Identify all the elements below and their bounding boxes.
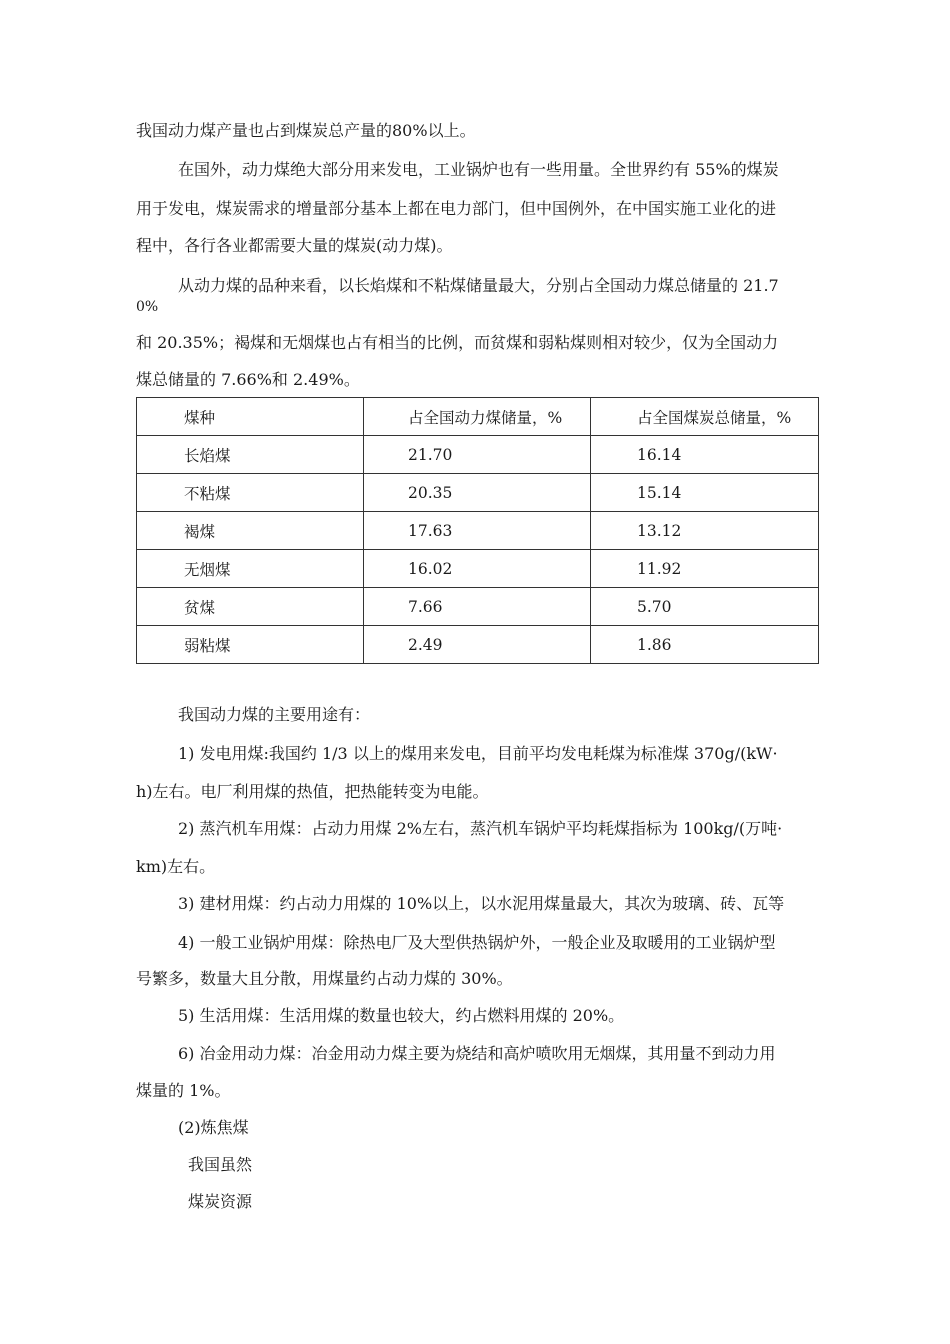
paragraph-line: 4) 一般工业锅炉用煤：除热电厂及大型供热锅炉外，一般企业及取暖用的工业锅炉型 — [178, 933, 776, 952]
paragraph-line: 煤量的 1%。 — [136, 1081, 231, 1100]
paragraph-line: 0% — [136, 299, 159, 315]
table-row — [137, 512, 819, 550]
coal-reserves-table — [136, 397, 819, 664]
paragraph-line: 我国虽然 — [188, 1155, 253, 1174]
table-row — [137, 436, 819, 474]
paragraph-line: h)左右。电厂利用煤的热值，把热能转变为电能。 — [136, 782, 489, 801]
table-cell: 17.63 — [364, 512, 591, 550]
table-cell: 弱粘煤 — [137, 626, 364, 664]
paragraph-line: 和 20.35%；褐煤和无烟煤也占有相当的比例，而贫煤和弱粘煤则相对较少，仅为全国动力 — [136, 333, 779, 352]
table-row — [137, 588, 819, 626]
table-row — [137, 550, 819, 588]
paragraph-line: 5) 生活用煤：生活用煤的数量也较大，约占燃料用煤的 20%。 — [178, 1006, 625, 1025]
table-cell: 长焰煤 — [137, 436, 364, 474]
paragraph-line: 号繁多，数量大且分散，用煤量约占动力煤的 30%。 — [136, 969, 513, 988]
table-cell: 16.02 — [364, 550, 591, 588]
paragraph-line: 我国动力煤产量也占到煤炭总产量的80%以上。 — [136, 121, 476, 140]
paragraph-line: 3) 建材用煤：约占动力用煤的 10%以上，以水泥用煤量最大，其次为玻璃、砖、瓦等 — [178, 894, 785, 913]
table-header-cell: 占全国动力煤储量，% — [364, 398, 591, 436]
table-cell: 贫煤 — [137, 588, 364, 626]
table-cell: 20.35 — [364, 474, 591, 512]
table-cell: 11.92 — [591, 550, 819, 588]
paragraph-line: 从动力煤的品种来看，以长焰煤和不粘煤储量最大，分别占全国动力煤总储量的 21.7 — [178, 276, 779, 295]
section-intro: 我国动力煤的主要用途有： — [178, 705, 371, 724]
table-cell: 16.14 — [591, 436, 819, 474]
paragraph-line: km)左右。 — [136, 857, 216, 876]
paragraph-line: 1) 发电用煤:我国约 1/3 以上的煤用来发电，目前平均发电耗煤为标准煤 370g/(kW· — [178, 744, 778, 763]
table-cell: 13.12 — [591, 512, 819, 550]
table-cell: 不粘煤 — [137, 474, 364, 512]
table-cell: 15.14 — [591, 474, 819, 512]
paragraph-line: 用于发电，煤炭需求的增量部分基本上都在电力部门，但中国例外，在中国实施工业化的进 — [136, 199, 777, 218]
paragraph-line: 程中，各行各业都需要大量的煤炭(动力煤)。 — [136, 236, 453, 255]
table-cell: 5.70 — [591, 588, 819, 626]
table-header-cell: 占全国煤炭总储量，% — [591, 398, 819, 436]
table-cell: 21.70 — [364, 436, 591, 474]
table-cell: 7.66 — [364, 588, 591, 626]
paragraph-line: 在国外，动力煤绝大部分用来发电，工业锅炉也有一些用量。全世界约有 55%的煤炭 — [178, 160, 779, 179]
table-header-cell: 煤种 — [137, 398, 364, 436]
paragraph-line: 2) 蒸汽机车用煤：占动力用煤 2%左右，蒸汽机车锅炉平均耗煤指标为 100kg/(万吨· — [178, 819, 783, 838]
table-cell: 1.86 — [591, 626, 819, 664]
table-header-row — [137, 398, 819, 436]
paragraph-line: 煤炭资源 — [188, 1192, 253, 1211]
table-cell: 褐煤 — [137, 512, 364, 550]
table-row — [137, 626, 819, 664]
table-cell: 无烟煤 — [137, 550, 364, 588]
table-cell: 2.49 — [364, 626, 591, 664]
section-heading: (2)炼焦煤 — [178, 1118, 249, 1137]
table-row — [137, 474, 819, 512]
paragraph-line: 煤总储量的 7.66%和 2.49%。 — [136, 370, 360, 389]
paragraph-line: 6) 冶金用动力煤：冶金用动力煤主要为烧结和高炉喷吹用无烟煤，其用量不到动力用 — [178, 1044, 776, 1063]
